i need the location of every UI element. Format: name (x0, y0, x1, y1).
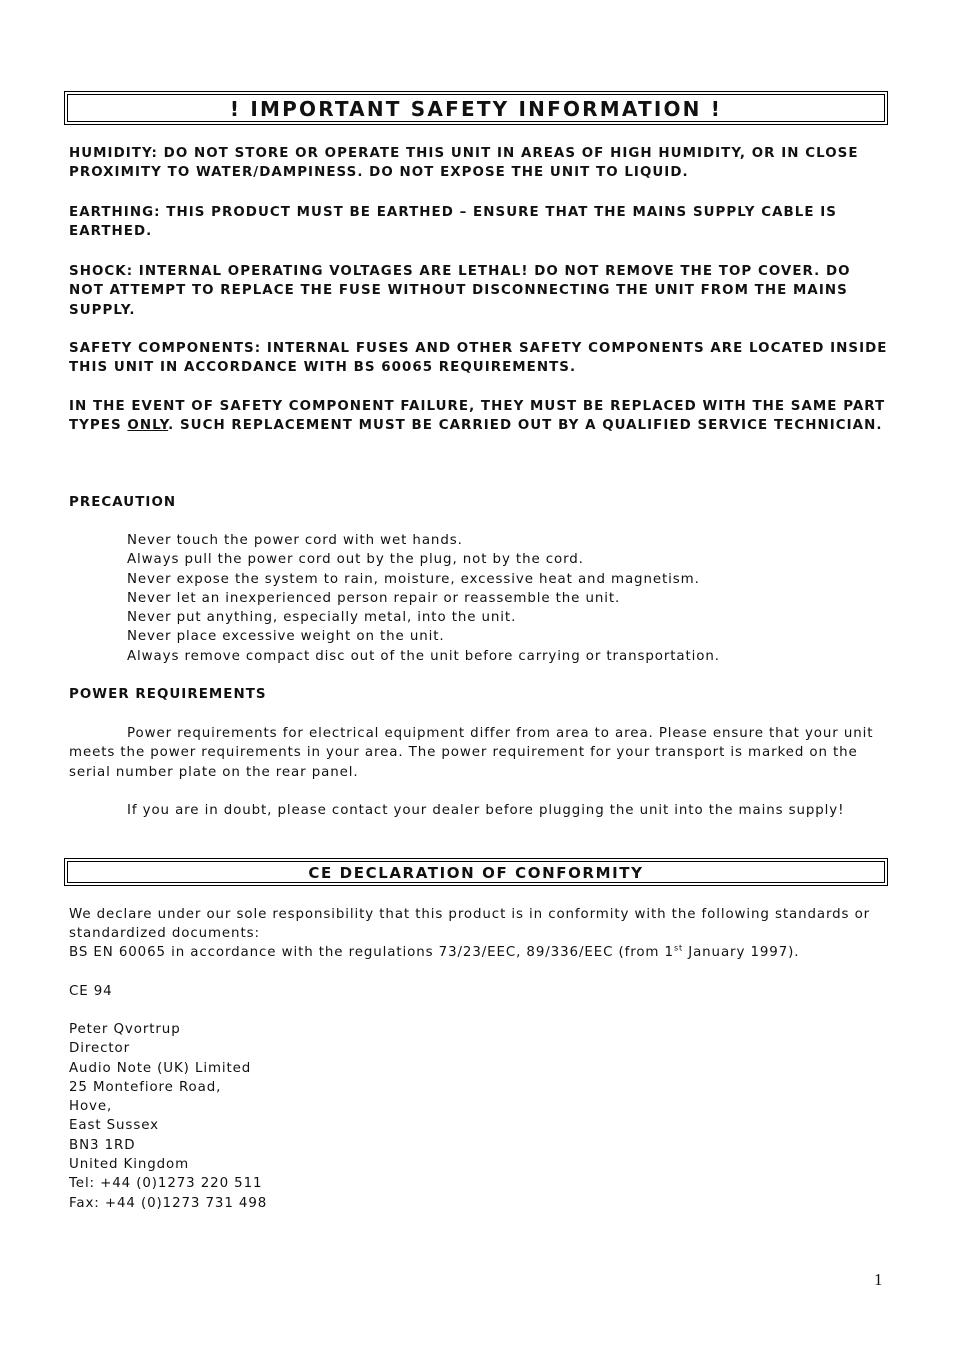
telephone-number: Tel: +44 (0)1273 220 511 (69, 1176, 263, 1192)
ce-standard-line (69, 943, 889, 962)
address-postcode: BN3 1RD (69, 1137, 136, 1153)
power-requirements-paragraph: Power requirements for electrical equipment differ from area to area. Please ensure that your unit meets the power requirements in your area. The power requirement for your transport is marked on the serial number plate on the rear panel. (69, 726, 874, 780)
standard-text-end: January 1997). (683, 945, 800, 960)
precaution-list (127, 531, 887, 666)
company-name: Audio Note (UK) Limited (69, 1060, 252, 1076)
list-item: Never expose the system to rain, moisture, excessive heat and magnetism. (127, 571, 700, 587)
list-item: Always pull the power cord out by the plug, not by the cord. (127, 552, 584, 568)
contact-address (69, 1020, 889, 1213)
humidity-warning: HUMIDITY: DO NOT STORE OR OPERATE THIS UNIT IN AREAS OF HIGH HUMIDITY, OR IN CLOSE PROXIMITY TO WATER/DAMPINESS. DO NOT EXPOSE THE UNIT TO LIQUID. (69, 146, 859, 181)
dealer-contact-paragraph: If you are in doubt, please contact your dealer before plugging the unit into the mains supply! (127, 803, 845, 818)
earthing-warning: EARTHING: THIS PRODUCT MUST BE EARTHED – ENSURE THAT THE MAINS SUPPLY CABLE IS EARTHED. (69, 205, 838, 240)
address-country: United Kingdom (69, 1157, 190, 1173)
list-item: Always remove compact disc out of the unit before carrying or transportation. (127, 648, 720, 664)
contact-title: Director (69, 1041, 130, 1057)
component-failure-note (69, 397, 889, 436)
ce-declaration-text: We declare under our sole responsibility that this product is in conformity with the following standards or standardized documents: (69, 907, 871, 942)
ce-mark: CE 94 (69, 984, 113, 999)
failure-text-only: ONLY (127, 418, 169, 434)
standard-text-start: BS EN 60065 in accordance with the regulations 73/23/EEC, 89/336/EEC (from 1 (69, 945, 674, 960)
list-item: Never put anything, especially metal, into the unit. (127, 610, 517, 626)
failure-text-start: IN THE EVENT OF SAFETY COMPONENT FAILURE, THEY MUST BE REPLACED WITH THE SAME PART TYPES (69, 399, 886, 434)
fax-number: Fax: +44 (0)1273 731 498 (69, 1195, 268, 1211)
ce-declaration-title: CE DECLARATION OF CONFORMITY (64, 858, 888, 886)
list-item: Never let an inexperienced person repair or reassemble the unit. (127, 590, 621, 606)
address-county: East Sussex (69, 1118, 159, 1134)
list-item: Never touch the power cord with wet hands. (127, 533, 463, 548)
safety-components-note: SAFETY COMPONENTS: INTERNAL FUSES AND OTHER SAFETY COMPONENTS ARE LOCATED INSIDE THIS UNIT IN ACCORDANCE WITH BS 60065 REQUIREMENTS. (69, 341, 888, 376)
precaution-heading: PRECAUTION (69, 495, 177, 510)
address-street: 25 Montefiore Road, (69, 1079, 222, 1095)
contact-name: Peter Qvortrup (69, 1022, 181, 1037)
shock-warning: SHOCK: INTERNAL OPERATING VOLTAGES ARE LETHAL! DO NOT REMOVE THE TOP COVER. DO NOT ATTEMPT TO REPLACE THE FUSE WITHOUT DISCONNECTING THE UNIT FROM THE MAINS SUPPLY. (69, 264, 851, 318)
page-title: ! IMPORTANT SAFETY INFORMATION ! (64, 91, 888, 125)
failure-text-end: . SUCH REPLACEMENT MUST BE CARRIED OUT BY A QUALIFIED SERVICE TECHNICIAN. (168, 418, 883, 434)
list-item: Never place excessive weight on the unit. (127, 629, 445, 645)
page-number: 1 (874, 1270, 883, 1289)
ordinal-suffix: st (673, 943, 684, 953)
address-town: Hove, (69, 1099, 113, 1115)
power-requirements-heading: POWER REQUIREMENTS (69, 687, 267, 702)
